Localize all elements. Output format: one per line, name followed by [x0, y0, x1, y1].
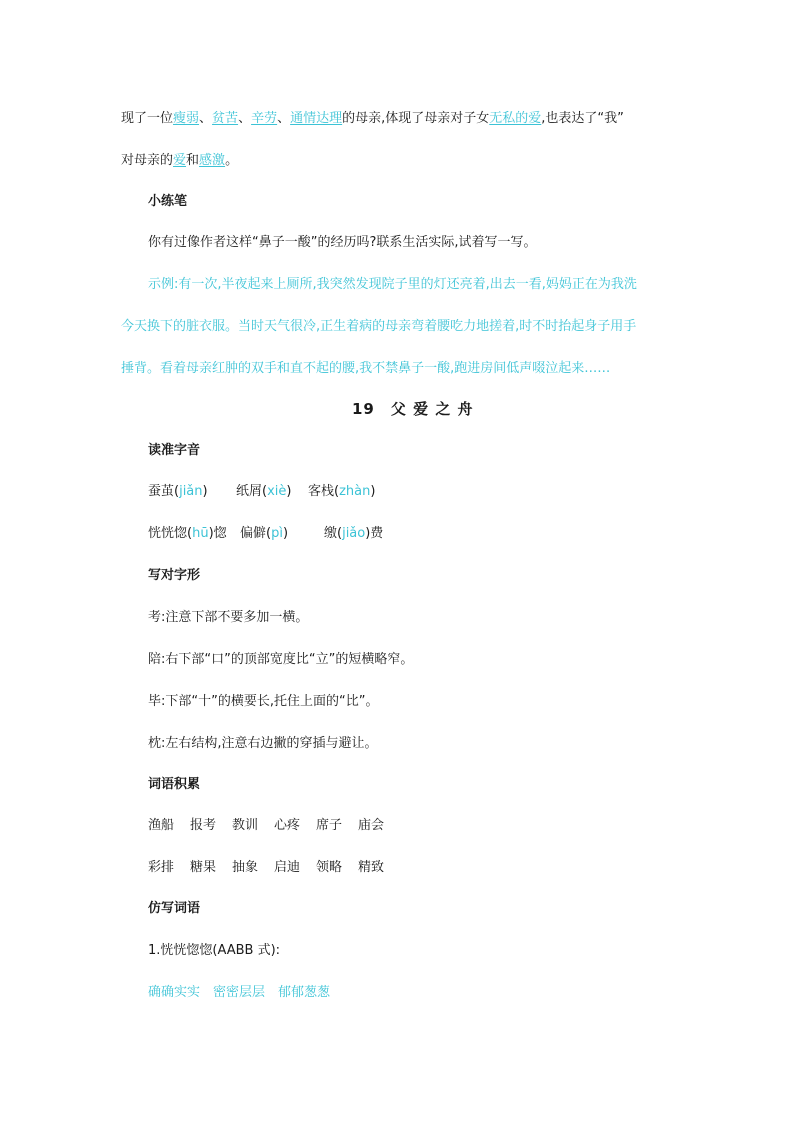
- vocab-word: 精致: [358, 860, 385, 875]
- vocab-row-1: [148, 817, 384, 835]
- intro-line-2: [121, 152, 238, 170]
- separator: 、: [277, 111, 291, 126]
- vocab-row-2: [148, 859, 384, 877]
- intro-line-1: [121, 110, 624, 128]
- pronunciation-item: 偏僻(pì): [240, 526, 289, 541]
- example-line-2: 今天换下的脏衣服。当时天气很冷,正生着病的母亲弯着腰吃力地搓着,时不时抬起身子用手: [121, 319, 637, 334]
- separator: 、: [238, 111, 252, 126]
- vocab-heading: 词语积累: [148, 777, 201, 792]
- writing-item: 枕:左右结构,注意右边撇的穿插与避让。: [148, 736, 378, 751]
- intro-text: ,也表达了“我”: [541, 111, 624, 126]
- vocab-word: 启迪: [274, 860, 301, 875]
- example-line-3: 捶背。看着母亲红肿的双手和直不起的腰,我不禁鼻子一酸,跑进房间低声啜泣起来……: [121, 361, 611, 376]
- answer-highlight: 通情达理: [290, 111, 343, 126]
- pronunciation-item: 蚕茧(jiǎn): [148, 484, 208, 499]
- intro-text: 和: [186, 153, 200, 168]
- vocab-word: 糖果: [190, 860, 217, 875]
- imitate-item: 1.恍恍惚惚(AABB 式):: [148, 943, 281, 958]
- vocab-word: 渔船: [148, 818, 175, 833]
- answer-highlight: 贫苦: [212, 111, 239, 126]
- answer-highlight: 辛劳: [251, 111, 278, 126]
- pronunciation-row-2: [148, 525, 383, 543]
- vocab-word: 心疼: [274, 818, 301, 833]
- answer-highlight: 瘦弱: [173, 111, 200, 126]
- vocab-word: 席子: [316, 818, 343, 833]
- intro-text: 现了一位: [121, 111, 174, 126]
- vocab-word: 教训: [232, 818, 259, 833]
- intro-text: 对母亲的: [121, 153, 174, 168]
- separator: 、: [199, 111, 213, 126]
- imitate-answers: 确确实实 密密层层 郁郁葱葱: [148, 985, 331, 1000]
- writing-item: 毕:下部“十”的横要长,托住上面的“比”。: [148, 694, 379, 709]
- answer-highlight: 感激: [199, 153, 226, 168]
- practice-heading: 小练笔: [148, 194, 188, 209]
- lesson-title: 19 父 爱 之 舟: [352, 400, 474, 418]
- writing-heading: 写对字形: [148, 568, 201, 583]
- pronunciation-item: 纸屑(xiè): [236, 484, 292, 499]
- practice-question: 你有过像作者这样“鼻子一酸”的经历吗?联系生活实际,试着写一写。: [148, 235, 537, 250]
- intro-text: 的母亲,体现了母亲对子女: [342, 111, 490, 126]
- example-line-1: 示例:有一次,半夜起来上厕所,我突然发现院子里的灯还亮着,出去一看,妈妈正在为我洗: [148, 277, 637, 292]
- writing-item: 陪:右下部“口”的顶部宽度比“立”的短横略窄。: [148, 652, 414, 667]
- vocab-word: 庙会: [358, 818, 385, 833]
- vocab-word: 彩排: [148, 860, 175, 875]
- intro-text: 。: [225, 153, 239, 168]
- pronunciation-item: 缴(jiǎo)费: [324, 526, 384, 541]
- pronunciation-item: 客栈(zhàn): [308, 484, 376, 499]
- answer-highlight: 无私的爱: [489, 111, 542, 126]
- vocab-word: 报考: [190, 818, 217, 833]
- vocab-word: 领略: [316, 860, 343, 875]
- pronunciation-row-1: [148, 483, 375, 501]
- imitate-heading: 仿写词语: [148, 901, 201, 916]
- pronunciation-heading: 读准字音: [148, 443, 201, 458]
- vocab-word: 抽象: [232, 860, 259, 875]
- writing-item: 考:注意下部不要多加一横。: [148, 610, 309, 625]
- answer-highlight: 爱: [173, 153, 187, 168]
- pronunciation-item: 恍恍惚(hū)惚: [148, 526, 227, 541]
